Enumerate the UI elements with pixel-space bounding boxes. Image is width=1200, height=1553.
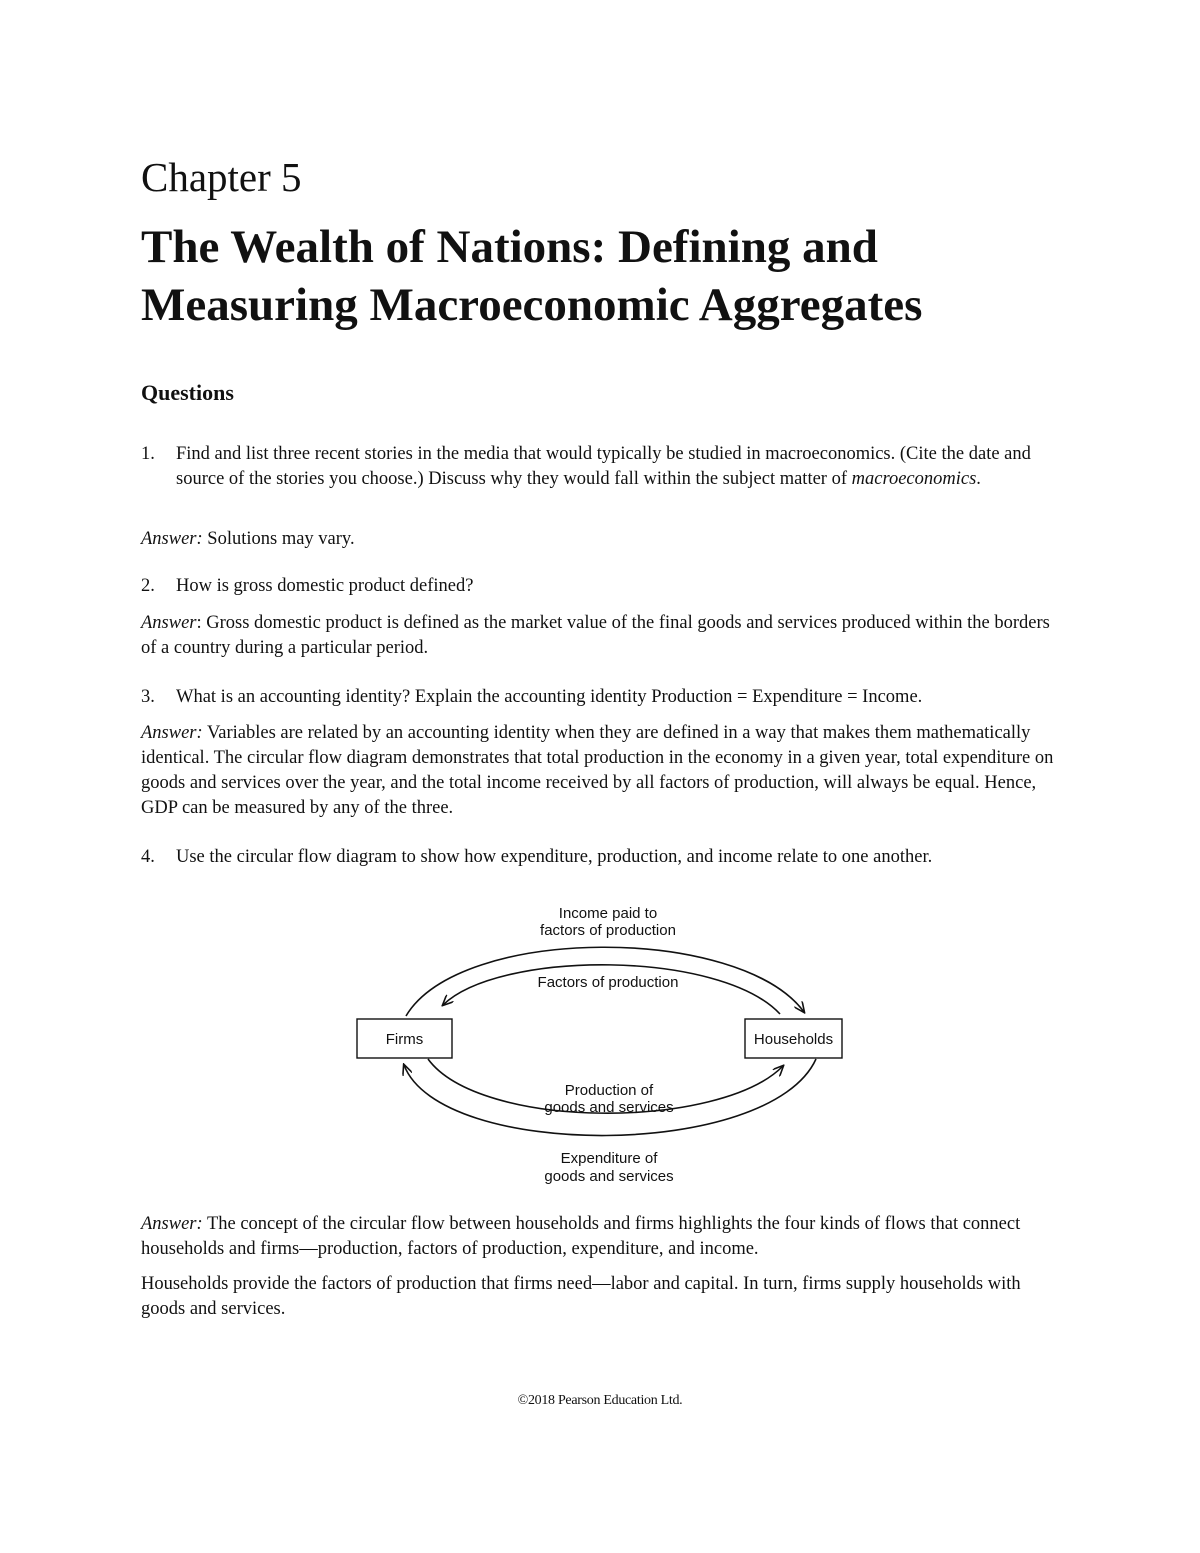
answer-label: Answer: (141, 1214, 203, 1234)
answer-text: Households provide the factors of production that firms need—labor and capital. In turn, firms supply households with goods and services. (141, 1274, 1021, 1319)
question-text: What is an accounting identity? Explain the accounting identity Production = Expenditure = Income. (176, 687, 923, 707)
factors-label: Factors of production (537, 974, 679, 991)
households-node (745, 1019, 842, 1058)
answer-label: Answer: (141, 723, 203, 743)
answer-text: Variables are related by an accounting identity when they are defined in a way that makes them mathematically identical. The circular flow diagram demonstrates that total production in the economy in a given year, total expenditure on goods and services over the year, and the total income received by all factors of production, will always be equal. Hence, GDP can be measured by any of the three. (141, 723, 1054, 818)
question-number: 3. (141, 687, 155, 707)
chapter-title (141, 218, 1101, 334)
question-text-main: Find and list three recent stories in the media that would typically be studied in macroeconomics. (Cite the date and source of the stories you choose.) Discuss why they would fall within the subject matter of (176, 444, 1031, 489)
question-number: 4. (141, 847, 155, 867)
income-label-line-1: Income paid to (558, 905, 658, 922)
question-number: 1. (141, 444, 155, 464)
answer-text: : Gross domestic product is defined as the market value of the final goods and services produced within the borders of a country during a particular period. (141, 613, 1050, 658)
households-label: Households (753, 1031, 834, 1048)
circular-flow-diagram (340, 895, 860, 1195)
answer-4-paragraph-2 (141, 1272, 1061, 1322)
answer-label: Answer (141, 613, 197, 633)
income-label-line-2: factors of production (540, 922, 676, 939)
firms-node (357, 1019, 452, 1058)
section-heading: Questions (141, 380, 234, 405)
chapter-title-line-2: Measuring Macroeconomic Aggregates (141, 279, 923, 331)
production-label-line-1: Production of (564, 1082, 654, 1099)
expenditure-label-line-1: Expenditure of (560, 1150, 658, 1167)
answer-2 (141, 611, 1061, 661)
chapter-title-line-1: The Wealth of Nations: Defining and (141, 221, 878, 273)
question-text: Use the circular flow diagram to show how expenditure, production, and income relate to one another. (176, 847, 933, 867)
firms-label: Firms (385, 1031, 424, 1048)
question-text (176, 442, 1056, 492)
answer-text: Solutions may vary. (202, 529, 355, 549)
answer-4 (141, 1212, 1061, 1262)
chapter-label: Chapter 5 (141, 154, 302, 200)
copyright-footer: ©2018 Pearson Education Ltd. (517, 1393, 683, 1408)
question-text-emphasis: macroeconomics (851, 469, 977, 489)
answer-label: Answer: (141, 529, 203, 549)
expenditure-label-line-2: goods and services (544, 1168, 674, 1185)
question-number: 2. (141, 576, 155, 596)
answer-3 (141, 721, 1061, 821)
question-text: How is gross domestic product defined? (176, 576, 474, 596)
answer-text: The concept of the circular flow between households and firms highlights the four kinds of flows that connect households and firms—production, factors of production, expenditure, and income. (141, 1214, 1021, 1259)
answer-1 (141, 527, 1061, 552)
question-text-end: . (976, 469, 981, 489)
production-label-line-2: goods and services (544, 1099, 674, 1116)
